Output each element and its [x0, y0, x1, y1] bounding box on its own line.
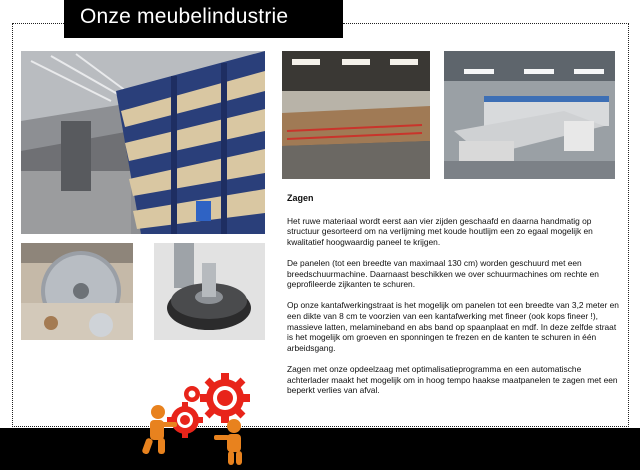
- article-paragraph-3: Op onze kantafwerkingstraat is het mogelijk om panelen tot een breedte van 3,2 meter en een dikte van 8 cm te voorzien van een kantafwerking met fineer (ook kops fineer !), massieve latten, melamineband en abs band op spaanplaat en mdf. In deze zelfde straat is het mogelijk om groeven en sponningen te frezen en de kanten te schuren in één arbeidsgang.: [287, 300, 619, 353]
- photo-warehouse-racks: [21, 51, 265, 234]
- figure-left-icon: [141, 405, 177, 455]
- photo-saw-blade: [21, 243, 133, 340]
- article: [287, 193, 622, 406]
- article-heading: Zagen: [287, 193, 314, 203]
- article-paragraph-2: De panelen (tot een breedte van maximaal 130 cm) worden geschuurd met een breedschuurmachine. Daarnaast beschikken we over schuurmachines om rechte en geprofileerde zijkanten te schuren.: [287, 257, 599, 290]
- frame-border-left: [12, 23, 64, 24]
- photo-panel-saw: [282, 51, 430, 179]
- frame-border-right: [343, 23, 629, 24]
- footer-bar: [0, 428, 640, 470]
- large-gear-icon: [200, 373, 250, 423]
- article-paragraph-1: Het ruwe materiaal wordt eerst aan vier zijden geschaafd en daarna handmatig op structuur gesorteerd om na verlijming met koude houtlijm een zo egaal mogelijk en kwalitatief hoogwaardig paneel te krijgen.: [287, 215, 593, 247]
- photo-cutter-head: [154, 243, 265, 340]
- small-gear-icon: [184, 386, 200, 402]
- page-title: Onze meubelindustrie: [64, 0, 343, 38]
- article-paragraph-4: Zagen met onze opdeelzaag met optimalisatieprogramma en een automatische achterlader maakt het mogelijk om in hoog tempo haakse maatpanelen te zagen met een beperkt verlies van afval.: [287, 363, 618, 396]
- photo-machine-hall: [444, 51, 615, 179]
- gears-logo: [130, 368, 258, 468]
- medium-gear-icon: [167, 402, 203, 438]
- figure-right-icon: [214, 419, 242, 465]
